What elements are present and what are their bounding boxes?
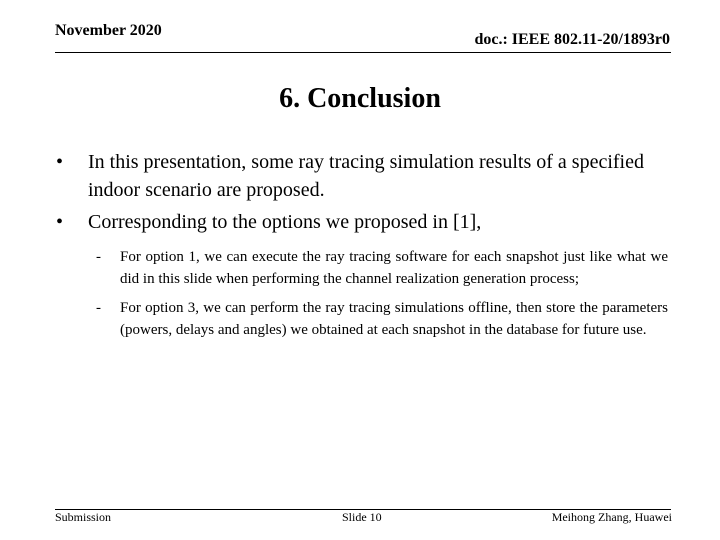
bullet-marker: • [56, 151, 64, 173]
header-doc-id: doc.: IEEE 802.11-20/1893r0 [474, 31, 670, 48]
footer-slide-number: Slide 10 [342, 510, 382, 524]
bullet-text: In this presentation, some ray tracing simulation results of a specified indoor scenario are proposed. [88, 151, 644, 201]
footer-author: Meihong Zhang, Huawei [551, 510, 672, 524]
sub-bullet-item [56, 246, 668, 290]
bullet-marker: • [56, 211, 64, 233]
sub-bullet-text: For option 3, we can perform the ray tracing simulations offline, then store the parameters (powers, delays and angles) we obtained at each snapshot in the database for future use. [120, 300, 668, 338]
footer-submission: Submission [55, 510, 112, 524]
slide-title: 6. Conclusion [279, 83, 441, 114]
header-date: November 2020 [55, 22, 162, 39]
sub-bullet-marker: - [96, 300, 101, 316]
bullet-text: Corresponding to the options we proposed in [1], [88, 211, 482, 233]
sub-bullet-item [56, 297, 668, 341]
sub-bullet-text: For option 1, we can execute the ray tracing software for each snapshot just like what we did in this slide when performing the channel realization generation process; [120, 249, 668, 287]
header-divider [55, 52, 671, 53]
slide-body [56, 148, 668, 348]
sub-bullet-marker: - [96, 249, 101, 265]
bullet-item [56, 208, 668, 236]
bullet-item [56, 148, 668, 204]
